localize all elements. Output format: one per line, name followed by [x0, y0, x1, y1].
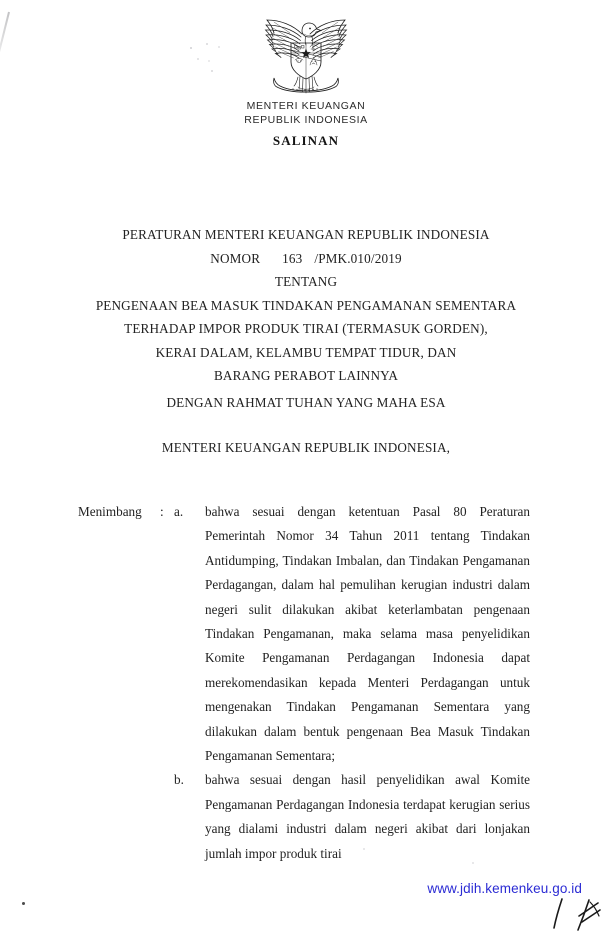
preamble-authority: MENTERI KEUANGAN REPUBLIK INDONESIA, [161, 439, 451, 455]
title-line-tentang: TENTANG [274, 274, 338, 289]
nomor-suffix: /PMK.010/2019 [314, 250, 402, 266]
preamble-blessing: DENGAN RAHMAT TUHAN YANG MAHA ESA [166, 395, 446, 410]
emblem-container [0, 14, 612, 105]
considerans-item-b [78, 768, 530, 866]
title-line-nomor [0, 247, 612, 271]
title-line-peraturan: PERATURAN MENTERI KEUANGAN REPUBLIK INDONESIA [122, 227, 490, 242]
considerans-text-a: bahwa sesuai dengan ketentuan Pasal 80 Peraturan Pemerintah Nomor 34 Tahun 2011 tentang Tindakan Antidumping, Tindakan Imbalan, dan Tindakan Pengamanan Perdagangan, dalam hal pemulihan kerugian industri dalam negeri sulit dilakukan akibat keterlambatan pengenaan Tindakan Pengamanan, maka selama masa penyelidikan Komite Pengamanan Perdagangan Indonesia dapat merekomendasikan kepada Menteri Perdagangan untuk mengenakan Tindakan Pengamanan Sementara yang dilakukan dalam bentuk pengenaan Bea Masuk Tindakan Pengamanan Sementara; [205, 504, 530, 764]
copy-mark-salinan: SALINAN [272, 133, 340, 148]
title-subject-line-2: TERHADAP IMPOR PRODUK TIRAI (TERMASUK GORDEN), [124, 321, 488, 336]
ministry-line-1: MENTERI KEUANGAN [246, 100, 366, 112]
title-subject-line-3: KERAI DALAM, KELAMBU TEMPAT TIDUR, DAN [155, 344, 457, 360]
scan-speck [22, 902, 25, 905]
preamble-block [0, 391, 612, 459]
title-subject-line-4: BARANG PERABOT LAINNYA [213, 368, 399, 383]
nomor-label: NOMOR [210, 250, 261, 266]
ministry-line-2: REPUBLIK INDONESIA [244, 113, 368, 126]
considerans-item-a [78, 500, 530, 768]
considerans-colon: : [160, 504, 164, 519]
considerans-marker-a: a. [174, 504, 184, 519]
title-subject-line-1: PENGENAAN BEA MASUK TINDAKAN PENGAMANAN SEMENTARA [95, 297, 517, 313]
regulation-title-block [0, 223, 612, 388]
footer-url[interactable]: www.jdih.kemenkeu.go.id [427, 881, 582, 896]
nomor-value: 163 [282, 250, 303, 266]
garuda-pancasila-emblem [254, 14, 358, 100]
letterhead [0, 100, 612, 149]
considerans-label: Menimbang [78, 504, 142, 519]
handwritten-initial-mark [542, 894, 608, 934]
considerans-section [78, 500, 530, 866]
considerans-text-b: bahwa sesuai dengan hasil penyelidikan awal Komite Pengamanan Perdagangan Indonesia terdapat kerugian serius yang dialami industri dalam negeri akibat dari lonjakan jumlah impor produk tirai [205, 772, 530, 861]
considerans-marker-b: b. [174, 772, 184, 788]
